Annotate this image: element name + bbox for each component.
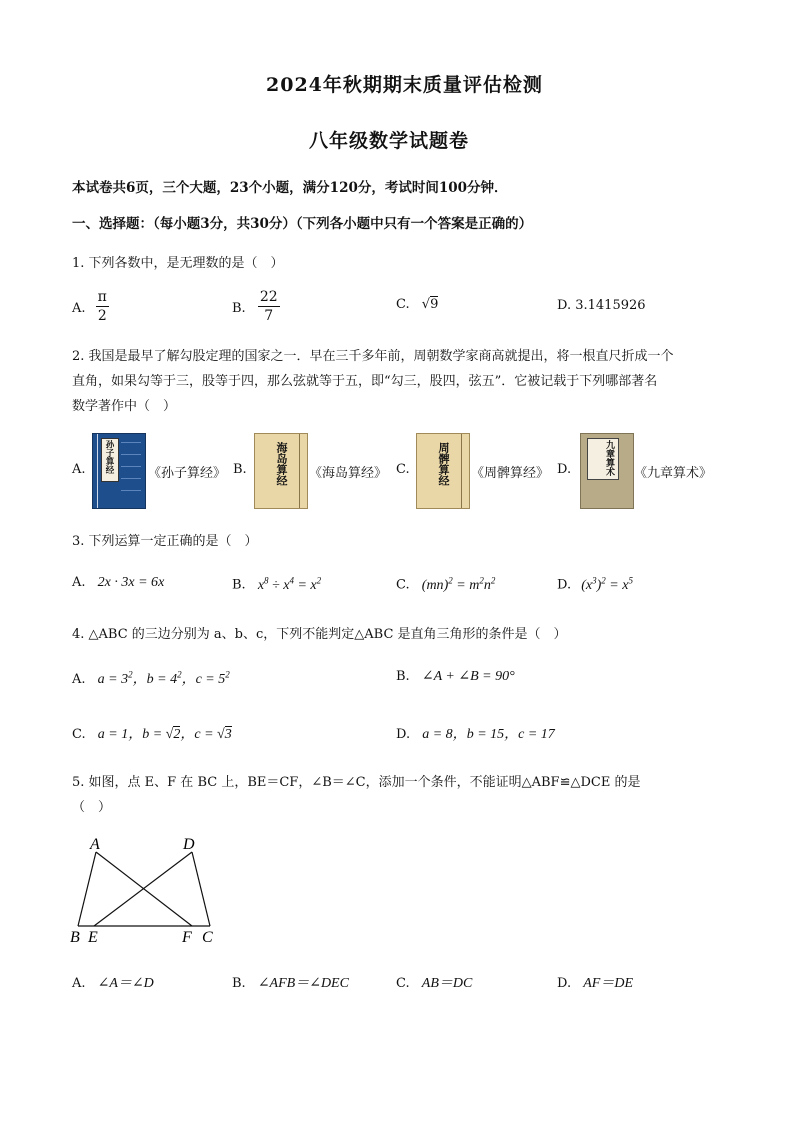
q1-b-denominator: 7 (264, 308, 274, 324)
q2-stem-line2: 直角，如果勾等于三，股等于四，那么弦就等于五，即“勾三，股四，弦五”．它被记载于下列哪部著名 (72, 374, 658, 389)
q2-option-d-label[interactable]: D. (557, 462, 572, 477)
q4-c-label: C. (72, 727, 86, 742)
q5-d-text: AF＝DE (583, 976, 633, 991)
q1-option-d[interactable]: D. 3.1415926 (557, 298, 646, 313)
q4-c-expression: a = 1，b = √2，c = √3 (97, 727, 232, 742)
book-b-title: 海岛算经 (275, 442, 288, 486)
book-sunzi-icon (92, 433, 146, 509)
q1-b-fraction (258, 288, 280, 325)
q4-a-expression: $a = 3^2$，$b = 4^2$，$c = 5^2$ (97, 669, 230, 687)
q4-d-expression: a = 8，b = 15，c = 17 (422, 727, 555, 742)
q2-option-c-text: 《周髀算经》 (471, 466, 550, 481)
q1-a-fraction (96, 288, 109, 325)
q5-stem-blank: （ ） (72, 800, 112, 815)
q3-b-label: B. (232, 577, 246, 593)
q4-b-label: B. (396, 669, 410, 684)
q1-a-numerator: π (97, 289, 107, 305)
q5-option-c[interactable] (396, 972, 472, 992)
q2-stem-line1: 2. 我国是最早了解勾股定理的国家之一．早在三千多年前，周朝数学家商高就提出，将一根直尺折成一个 (72, 349, 674, 364)
q2-option-d-text: 《九章算术》 (634, 466, 713, 481)
q5-option-a[interactable] (72, 972, 154, 992)
q5-a-label: A. (72, 976, 86, 991)
q4-stem: 4. △ABC 的三边分别为 a、b、c，下列不能判定△ABC 是直角三角形的条件是（ ） (72, 627, 567, 642)
q5-option-d[interactable] (557, 972, 633, 992)
q5-b-text: ∠AFB＝∠DEC (257, 976, 349, 991)
book-a-title: 孙子算经 (104, 440, 114, 474)
q2-option-b-text: 《海岛算经》 (309, 466, 388, 481)
q4-option-a[interactable] (72, 668, 230, 688)
q3-d-label: D. (557, 577, 572, 593)
q1-stem: 1. 下列各数中，是无理数的是（ ） (72, 256, 284, 271)
label-C: C (202, 929, 213, 946)
q2-option-a-label[interactable]: A. (72, 462, 86, 477)
section-heading: 一、选择题：（每小题3分，共30分）（下列各小题中只有一个答案是正确的） (72, 216, 533, 232)
exam-instructions: 本试卷共6页，三个大题，23个小题，满分120分，考试时间100分钟． (72, 180, 508, 196)
q3-a-label: A. (72, 575, 86, 590)
q5-c-label: C. (396, 976, 410, 991)
label-A: A (90, 836, 100, 853)
q4-a-label: A. (72, 672, 86, 687)
q4-d-label: D. (396, 727, 411, 742)
book-zhoubi-icon (416, 433, 470, 509)
q3-option-a[interactable] (72, 575, 164, 591)
q1-option-a[interactable] (72, 288, 109, 325)
q1-a-label: A. (72, 301, 86, 316)
q1-b-label: B. (232, 301, 246, 316)
book-haidao-icon (254, 433, 308, 509)
book-d-title: 九章算术 (604, 440, 614, 476)
label-F: F (182, 929, 192, 946)
q4-b-expression: ∠A + ∠B = 90° (421, 669, 515, 684)
q5-option-b[interactable] (232, 972, 349, 992)
q1-option-c[interactable] (396, 297, 438, 312)
q3-c-label: C. (396, 577, 410, 593)
q4-option-c[interactable] (72, 723, 232, 743)
book-c-title: 周髀算经 (437, 442, 450, 486)
q5-c-text: AB＝DC (421, 976, 473, 991)
q2-option-c-label[interactable]: C. (396, 462, 410, 477)
q3-a-expression: 2x · 3x = 6x (97, 575, 165, 590)
q1-c-radicand: 9 (430, 297, 439, 312)
q1-a-denominator: 2 (97, 308, 107, 324)
q3-d-expression: $(x^3)^2 = x^5$ (581, 575, 633, 593)
label-E: E (88, 929, 98, 946)
q3-b-expression: $x^8 \div x^4 = x^2$ (257, 575, 322, 593)
q1-c-label: C. (396, 297, 410, 312)
q5-b-label: B. (232, 976, 246, 991)
book-jiuzhang-icon (580, 433, 634, 509)
q3-option-b[interactable] (232, 575, 321, 594)
q5-triangle-figure (66, 834, 226, 949)
q4-option-b[interactable] (396, 668, 515, 685)
q1-b-numerator: 22 (259, 289, 278, 305)
exam-title: 2024年秋期期末质量评估检测 (266, 74, 543, 96)
sqrt-sign-icon: √ (421, 297, 431, 312)
q3-stem: 3. 下列运算一定正确的是（ ） (72, 534, 258, 549)
q3-option-c[interactable] (396, 575, 495, 594)
q3-c-expression: $(mn)^2 = m^2n^2$ (421, 575, 496, 593)
q1-option-b[interactable] (232, 288, 280, 325)
q2-option-b-label[interactable]: B. (233, 462, 247, 477)
label-B: B (70, 929, 80, 946)
q5-a-text: ∠A＝∠D (97, 976, 154, 991)
q3-option-d[interactable] (557, 575, 633, 594)
label-D: D (183, 836, 195, 853)
exam-subtitle: 八年级数学试题卷 (309, 130, 470, 152)
q5-stem: 5. 如图，点 E、F 在 BC 上，BE＝CF，∠B＝∠C，添加一个条件，不能证明△ABF≌△DCE 的是 (72, 775, 641, 790)
q2-option-a-text: 《孙子算经》 (148, 466, 227, 481)
q4-option-d[interactable] (396, 723, 555, 743)
q5-d-label: D. (557, 976, 572, 991)
q2-stem-line3: 数学著作中（ ） (72, 399, 177, 414)
